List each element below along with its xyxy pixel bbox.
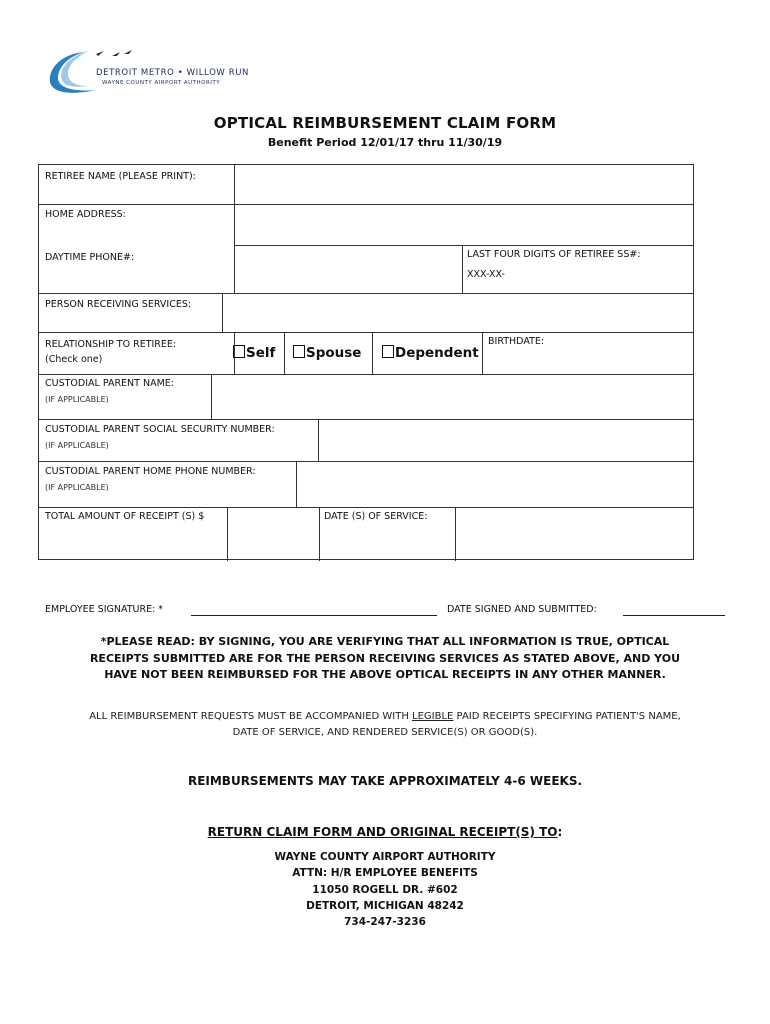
airport-swoosh-icon	[44, 46, 104, 98]
checkbox-icon	[382, 345, 394, 358]
self-option-label: Self	[246, 345, 276, 361]
retiree-name-field[interactable]	[236, 166, 692, 203]
custodial-name-hint: (IF APPLICABLE)	[45, 395, 109, 404]
return-heading	[0, 825, 770, 839]
employee-signature-line[interactable]	[191, 615, 437, 616]
date-service-label: DATE (S) OF SERVICE:	[324, 511, 428, 522]
address-line-city: DETROIT, MICHIGAN 48242	[306, 899, 464, 912]
custodial-ssn-hint: (IF APPLICABLE)	[45, 441, 109, 450]
checkbox-icon	[233, 345, 245, 358]
dependent-option-label: Dependent	[395, 345, 479, 361]
relationship-label: RELATIONSHIP TO RETIREE:	[45, 339, 177, 350]
employee-signature-label: EMPLOYEE SIGNATURE: *	[45, 604, 164, 615]
return-heading-text: RETURN CLAIM FORM AND ORIGINAL RECEIPT(S) TO	[207, 825, 558, 839]
return-heading-colon: :	[557, 825, 563, 839]
total-amount-field[interactable]	[229, 509, 318, 560]
daytime-phone-label: DAYTIME PHONE#:	[45, 252, 135, 263]
address-line-street: 11050 ROGELL DR. #602	[312, 883, 458, 896]
home-address-field[interactable]	[236, 206, 692, 244]
logo-line-1: DETROIT METRO • WILLOW RUN	[96, 68, 249, 78]
birthdate-label: BIRTHDATE:	[488, 336, 545, 347]
address-line-attn: ATTN: H/R EMPLOYEE BENEFITS	[292, 867, 478, 880]
claim-form-table	[38, 164, 694, 560]
spouse-checkbox[interactable]	[293, 345, 361, 361]
date-signed-line[interactable]	[623, 615, 725, 616]
custodial-ssn-field[interactable]	[320, 421, 692, 460]
requirements-text-start: ALL REIMBURSEMENT REQUESTS MUST BE ACCOMPANIED WITH	[89, 711, 413, 722]
custodial-phone-label: CUSTODIAL PARENT HOME PHONE NUMBER:	[45, 466, 256, 477]
home-address-label: HOME ADDRESS:	[45, 209, 126, 220]
spouse-option-label: Spouse	[306, 345, 362, 361]
legible-emphasis: LEGIBLE	[412, 711, 454, 722]
custodial-name-field[interactable]	[213, 376, 692, 418]
logo-line-2: WAYNE COUNTY AIRPORT AUTHORITY	[102, 80, 221, 86]
form-title: OPTICAL REIMBURSEMENT CLAIM FORM	[213, 114, 557, 132]
daytime-phone-field[interactable]	[236, 247, 461, 292]
return-address	[0, 849, 770, 930]
receipt-requirements	[80, 709, 690, 741]
ssn-label: LAST FOUR DIGITS OF RETIREE SS#:	[467, 249, 641, 260]
custodial-phone-field[interactable]	[298, 463, 692, 506]
dependent-checkbox[interactable]	[382, 345, 479, 361]
retiree-name-label: RETIREE NAME (PLEASE PRINT):	[45, 171, 196, 182]
checkbox-icon	[293, 345, 305, 358]
address-line-phone: 734-247-3236	[344, 916, 426, 929]
processing-time: REIMBURSEMENTS MAY TAKE APPROXIMATELY 4-6 WEEKS.	[187, 774, 583, 788]
date-service-field[interactable]	[457, 509, 692, 560]
authority-logo	[44, 46, 249, 98]
person-receiving-field[interactable]	[224, 295, 692, 331]
custodial-ssn-label: CUSTODIAL PARENT SOCIAL SECURITY NUMBER:	[45, 424, 275, 435]
airplanes-icon	[110, 48, 140, 58]
relationship-hint: (Check one)	[45, 354, 103, 365]
custodial-phone-hint: (IF APPLICABLE)	[45, 483, 109, 492]
address-line-org: WAYNE COUNTY AIRPORT AUTHORITY	[274, 851, 496, 863]
benefit-period: Benefit Period 12/01/17 thru 11/30/19	[267, 136, 503, 149]
self-checkbox[interactable]	[233, 345, 275, 361]
requirements-text-end: PAID RECEIPTS SPECIFYING PATIENT'S NAME, DATE OF SERVICE, AND RENDERED SERVICE(S) OR GOOD(S).	[232, 711, 681, 738]
total-amount-label: TOTAL AMOUNT OF RECEIPT (S) $	[45, 511, 205, 522]
verification-notice: *PLEASE READ: BY SIGNING, YOU ARE VERIFYING THAT ALL INFORMATION IS TRUE, OPTICAL RECEIPTS SUBMITTED ARE FOR THE PERSON RECEIVING SERVICES AS STATED ABOVE, AND YOU HAVE NOT BEEN REIMBURSED FOR THE ABOVE OPTICAL RECEIPTS IN ANY OTHER MANNER.	[89, 635, 681, 681]
person-receiving-label: PERSON RECEIVING SERVICES:	[45, 299, 192, 310]
ssn-prefix[interactable]: XXX-XX-	[467, 269, 505, 280]
custodial-name-label: CUSTODIAL PARENT NAME:	[45, 378, 174, 389]
date-signed-label: DATE SIGNED AND SUBMITTED:	[447, 604, 597, 615]
